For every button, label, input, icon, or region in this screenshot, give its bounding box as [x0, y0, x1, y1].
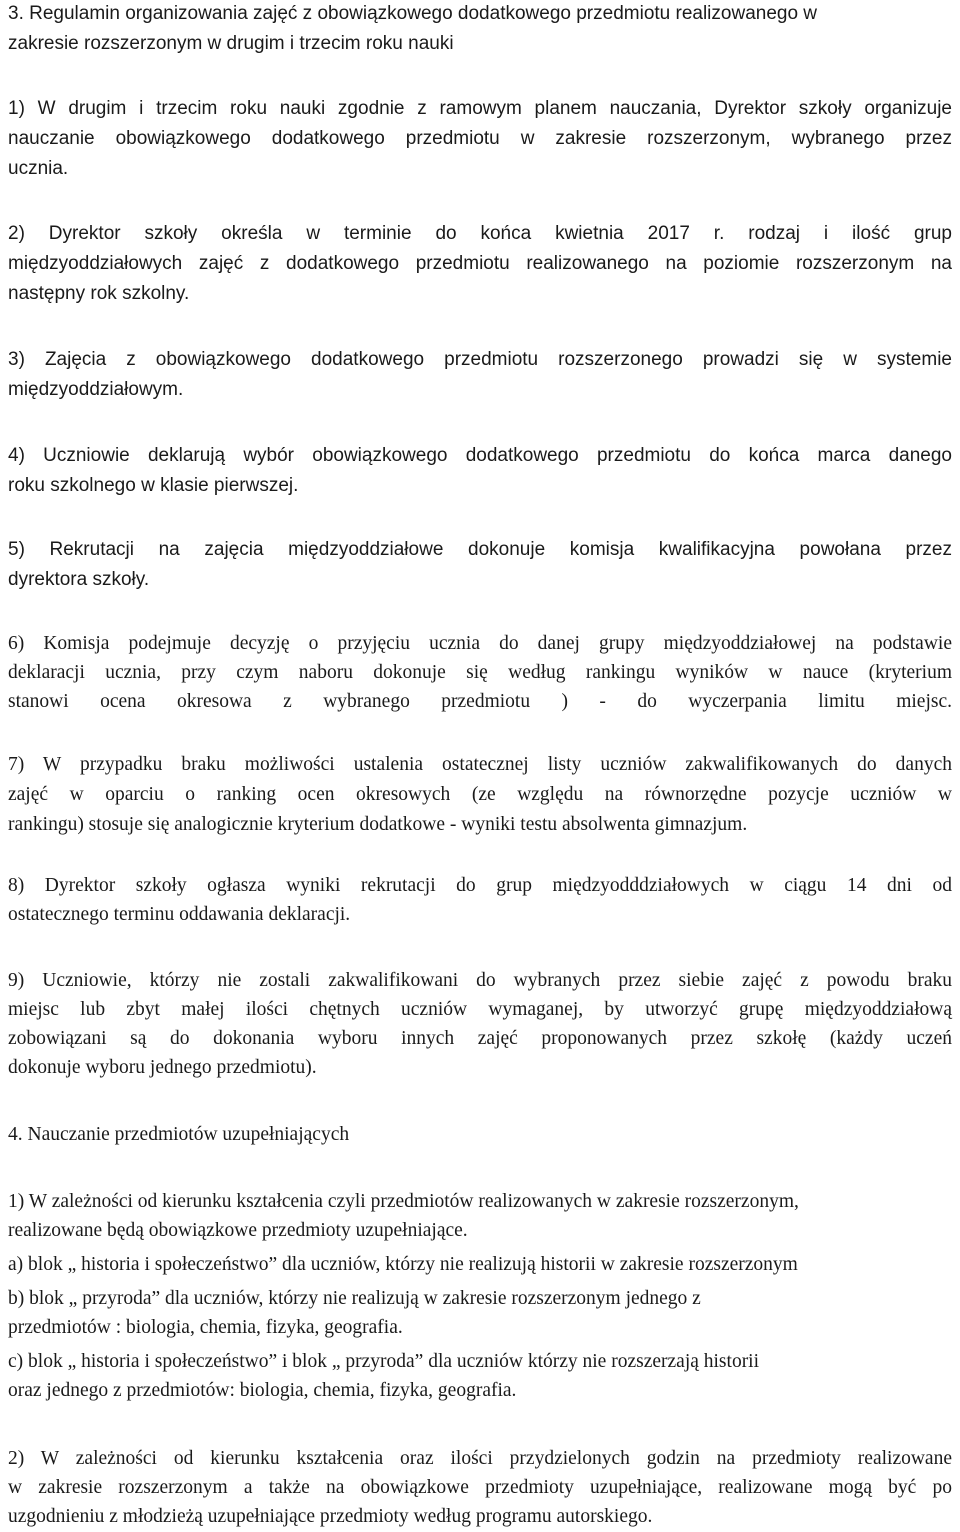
s3-item-6-line-2: deklaracji ucznia, przy czym naboru dokonuje się według rankingu wyników w nauce (kryterium	[8, 662, 952, 683]
s4-item-b-line-1: b) blok „ przyroda” dla uczniów, którzy nie realizują w zakresie rozszerzonym jednego z	[8, 1288, 701, 1309]
s4-item-2-line-2: w zakresie rozszerzonym a także na obowiązkowe przedmioty uzupełniające, realizowane mogą być po	[8, 1477, 952, 1498]
s3-item-7-line-3: rankingu) stosuje się analogicznie kryterium dodatkowe - wyniki testu absolwenta gimnazjum.	[8, 814, 748, 835]
s4-item-c-line-1: c) blok „ historia i społeczeństwo” i blok „ przyroda” dla uczniów którzy nie rozszerzają historii	[8, 1351, 760, 1372]
s3-item-6-line-3: stanowi ocena okresowa z wybranego przedmiotu ) - do wyczerpania limitu miejsc.	[8, 691, 952, 712]
section-4-heading: 4. Nauczanie przedmiotów uzupełniających	[8, 1124, 350, 1145]
s3-item-2-line-1: 2) Dyrektor szkoły określa w terminie do końca kwietnia 2017 r. rodzaj i ilość grup	[8, 223, 952, 244]
s3-item-9-line-2: miejsc lub zbyt małej ilości chętnych uczniów wymaganej, by utworzyć grupę międzyoddziałową	[8, 999, 952, 1020]
section-3-heading-line-1: 3. Regulamin organizowania zajęć z obowiązkowego dodatkowego przedmiotu realizowanego w	[8, 3, 818, 24]
s3-item-1-line-3: ucznia.	[8, 158, 69, 179]
s3-item-2-line-2: międzyoddziałowych zajęć z dodatkowego przedmiotu realizowanego na poziomie rozszerzonym na	[8, 253, 952, 274]
s4-item-2-line-1: 2) W zależności od kierunku kształcenia oraz ilości przydzielonych godzin na przedmioty realizowane	[8, 1448, 952, 1469]
s4-item-a-line-1: a) blok „ historia i społeczeństwo” dla uczniów, którzy nie realizują historii w zakresie rozszerzonym	[8, 1254, 798, 1275]
s3-item-1-line-2: nauczanie obowiązkowego dodatkowego przedmiotu w zakresie rozszerzonym, wybranego przez	[8, 128, 952, 149]
s3-item-8-line-1: 8) Dyrektor szkoły ogłasza wyniki rekrutacji do grup międzyodddziałowych w ciągu 14 dni od	[8, 875, 952, 896]
s3-item-5-line-1: 5) Rekrutacji na zajęcia międzyoddziałowe dokonuje komisja kwalifikacyjna powołana przez	[8, 539, 952, 560]
s3-item-6-line-1: 6) Komisja podejmuje decyzję o przyjęciu ucznia do danej grupy międzyoddziałowej na podstawie	[8, 633, 952, 654]
s3-item-9-line-3: zobowiązani są do dokonania wyboru innych zajęć proponowanych przez szkołę (każdy uczeń	[8, 1028, 952, 1049]
s3-item-3-line-1: 3) Zajęcia z obowiązkowego dodatkowego przedmiotu rozszerzonego prowadzi się w systemie	[8, 349, 952, 370]
s4-item-2-line-3: uzgodnieniu z młodzieżą uzupełniające przedmioty według programu autorskiego.	[8, 1506, 653, 1527]
section-3-heading-line-2: zakresie rozszerzonym w drugim i trzecim roku nauki	[8, 33, 454, 54]
s4-item-1-line-2: realizowane będą obowiązkowe przedmioty uzupełniające.	[8, 1220, 468, 1241]
s3-item-4-line-1: 4) Uczniowie deklarują wybór obowiązkowego dodatkowego przedmiotu do końca marca danego	[8, 445, 952, 466]
s3-item-8-line-2: ostatecznego terminu oddawania deklaracji.	[8, 904, 351, 925]
s3-item-4-line-2: roku szkolnego w klasie pierwszej.	[8, 475, 299, 496]
s3-item-5-line-2: dyrektora szkoły.	[8, 569, 150, 590]
s3-item-9-line-4: dokonuje wyboru jednego przedmiotu).	[8, 1057, 317, 1078]
s4-item-1-line-1: 1) W zależności od kierunku kształcenia czyli przedmiotów realizowanych w zakresie rozszerzonym,	[8, 1191, 799, 1212]
s3-item-7-line-2: zajęć w oparciu o ranking ocen okresowych (ze względu na równorzędne pozycje uczniów w	[8, 784, 952, 805]
s3-item-3-line-2: międzyoddziałowym.	[8, 379, 184, 400]
s4-item-c-line-2: oraz jednego z przedmiotów: biologia, chemia, fizyka, geografia.	[8, 1380, 517, 1401]
s3-item-7-line-1: 7) W przypadku braku możliwości ustalenia ostatecznej listy uczniów zakwalifikowanych do danych	[8, 754, 952, 775]
s4-item-b-line-2: przedmiotów : biologia, chemia, fizyka, geografia.	[8, 1317, 403, 1338]
s3-item-9-line-1: 9) Uczniowie, którzy nie zostali zakwalifikowani do wybranych przez siebie zajęć z powodu braku	[8, 970, 952, 991]
s3-item-2-line-3: następny rok szkolny.	[8, 283, 190, 304]
s3-item-1-line-1: 1) W drugim i trzecim roku nauki zgodnie z ramowym planem nauczania, Dyrektor szkoły organizuje	[8, 98, 952, 119]
